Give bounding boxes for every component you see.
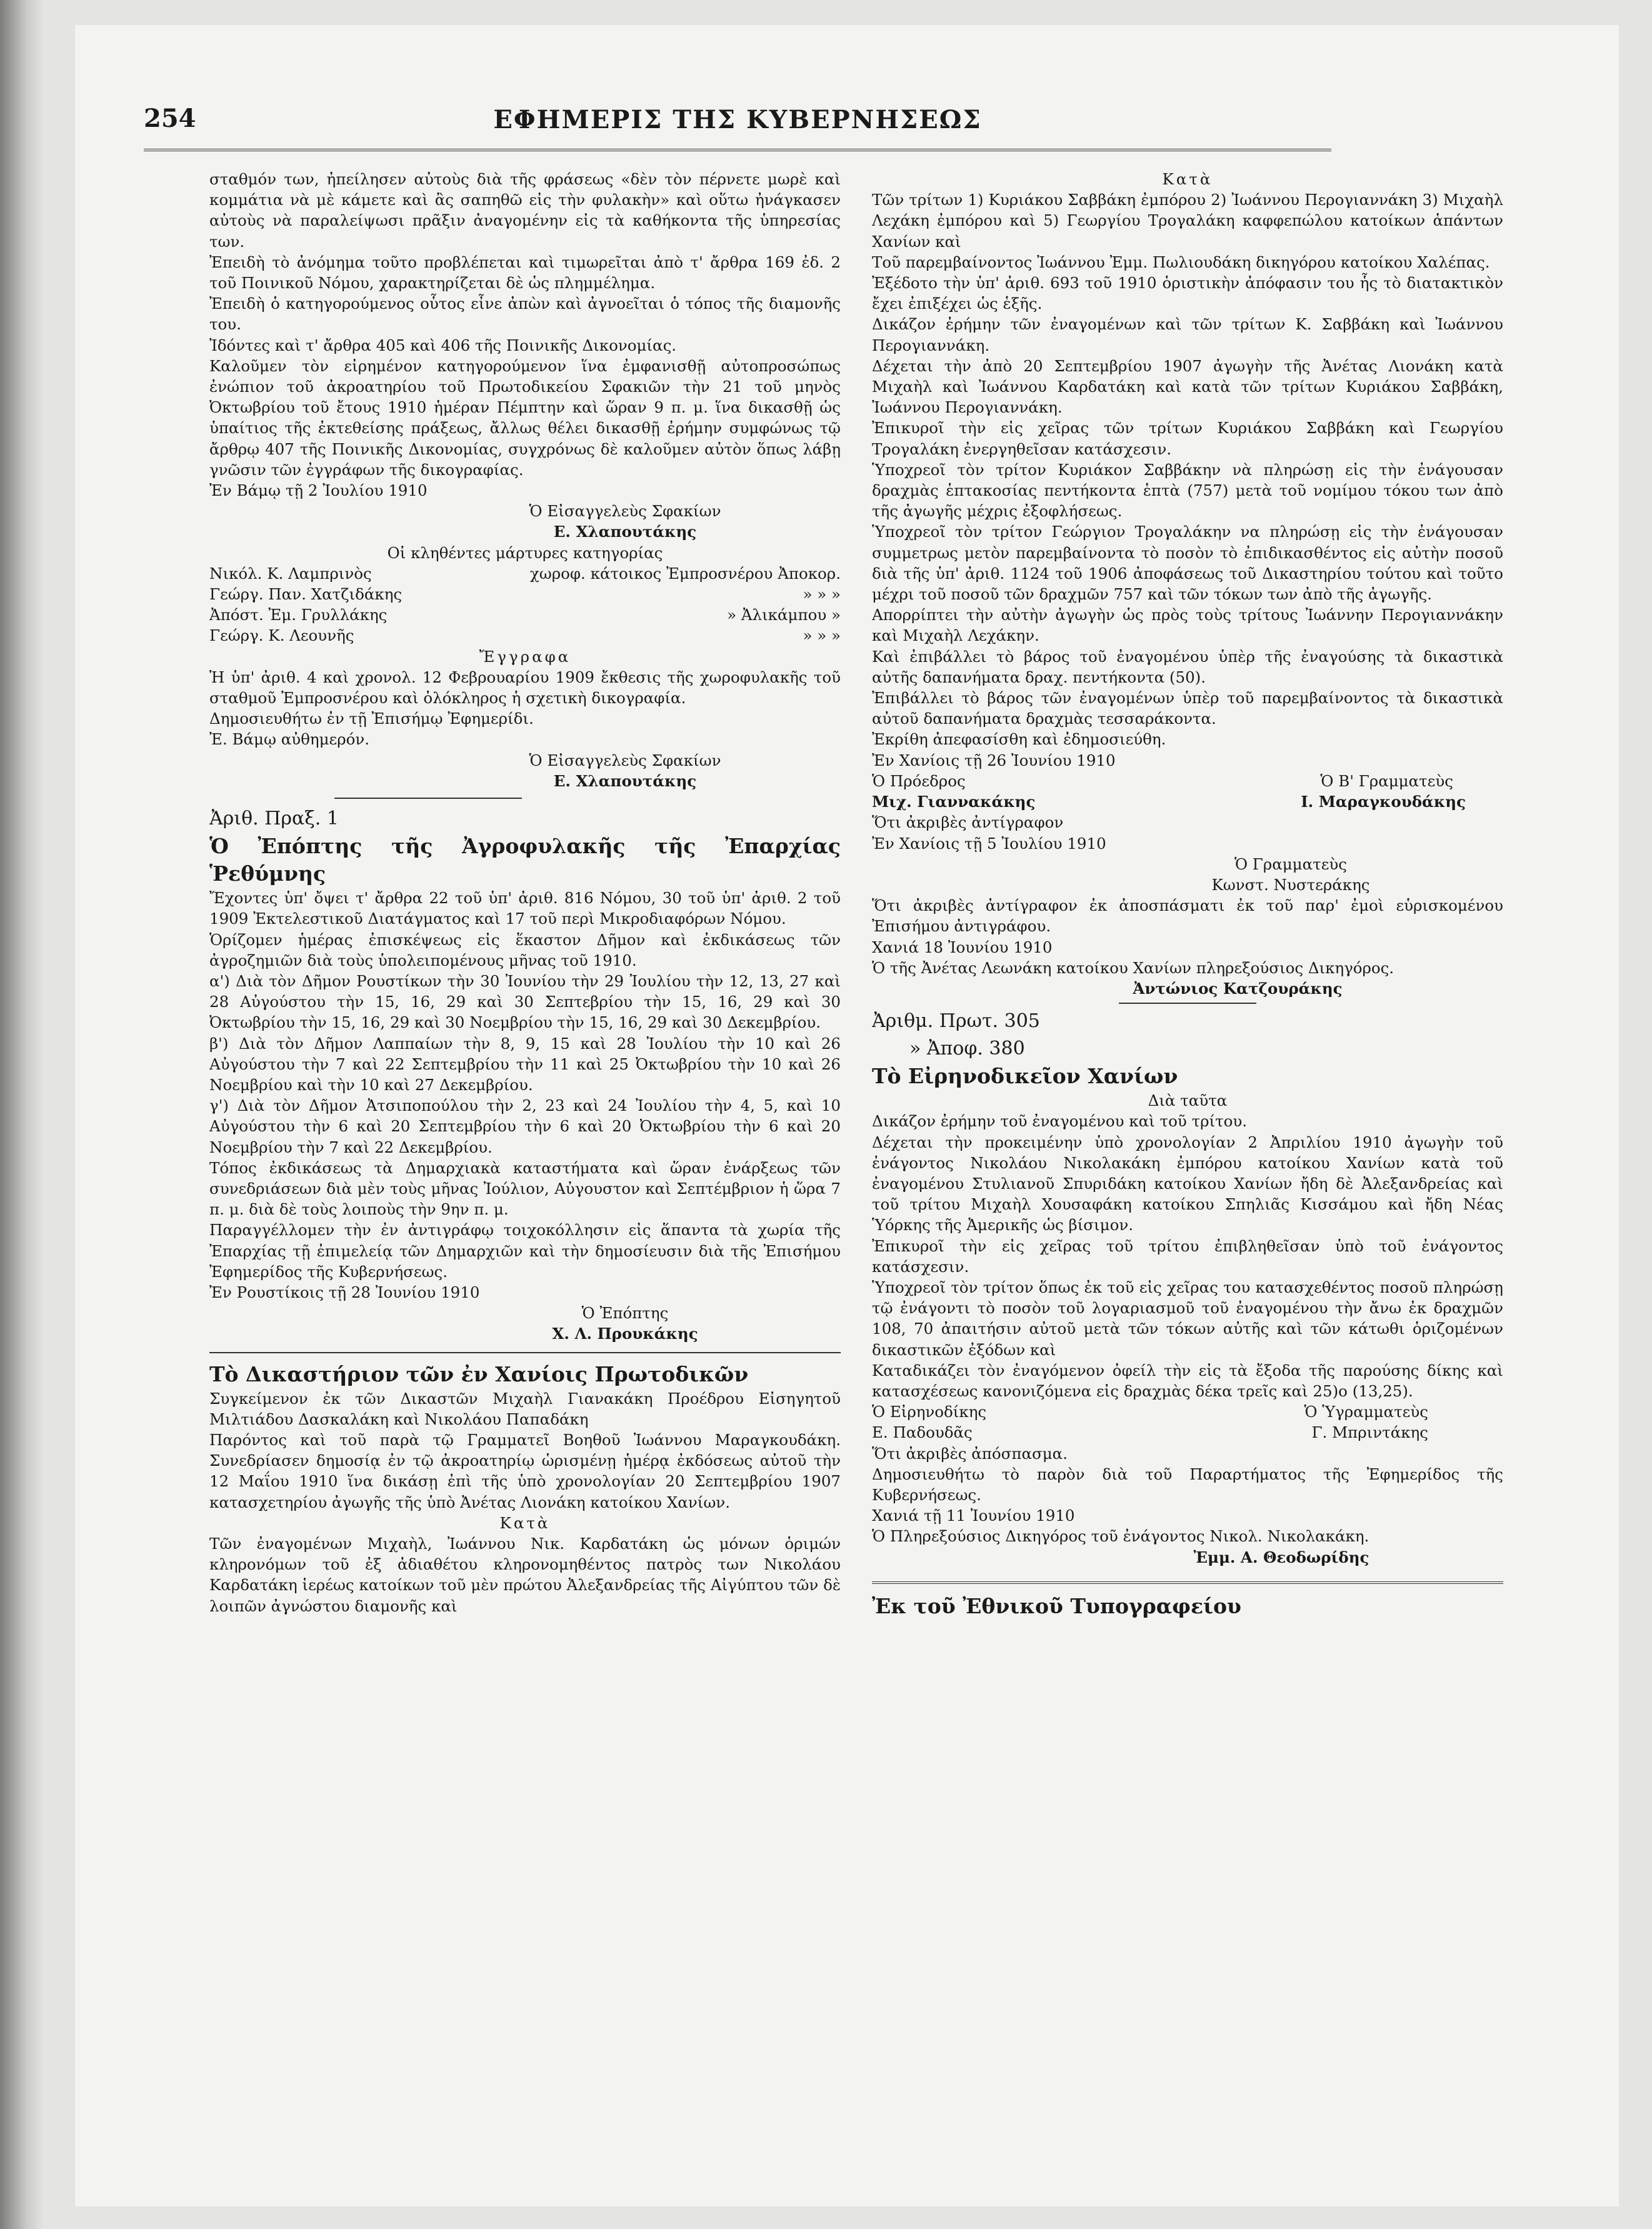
paragraph: Δέχεται τὴν ἀπὸ 20 Σεπτεμβρίου 1907 ἀγωγὴν τῆς Ἀνέτας Λιονάκη κατὰ Μιχαὴλ καὶ Ἰωάννου Καρδατάκη καὶ κατὰ τῶν τρίτων Κυριάκου Σαββάκη, Ἰωάννου Περογιαννάκη. [872,356,1503,417]
signature-pair [872,771,1503,791]
signature-name: Ἐμμ. Α. Θεοδωρίδης [1193,1548,1369,1566]
paragraph: Ὅτι ἀκριβὲς ἀντίγραφον [872,813,1064,832]
signature-name: Ε. Παδουδᾶς [872,1423,973,1442]
paragraph: Ὁ τῆς Ἀνέτας Λεωνάκη κατοίκου Χανίων πληρεξούσιος Δικηγόρος. [872,958,1394,977]
page-number: 254 [144,104,196,133]
paragraph: Ἐπικυροῖ τὴν εἰς χεῖρας τῶν τρίτων Κυριάκου Σαββάκη καὶ Γεωργίου Τρογαλάκη ἐνεργηθεῖσαν κατάσχεσιν. [872,419,1503,458]
signature-name: Χ. Λ. Προυκάκης [552,1325,698,1343]
witness-name: Γεώργ. Κ. Λεουνῆς [209,626,354,645]
paragraph: Τῶν ἐναγομένων Μιχαὴλ, Ἰωάννου Νικ. Καρδατάκη ὡς μόνων ὁριμών κληρονόμων τοῦ ἐξ ἀδιαθέτου κληρονομηθέντος πατρὸς των Νικολάου Καρδατάκη ἱερέως κατοίκων τοῦ μὲν πρώτου Ἀλεξανδρείας τῆς Αἰγύπτου τῶν δὲ λοιπῶν ἀγνώστου διαμονῆς καὶ [209,1534,841,1615]
paragraph: β') Διὰ τὸν Δῆμον Λαππαίων τὴν 8, 9, 15 καὶ 28 Ἰουλίου τὴν 10 καὶ 26 Αὐγούστου τὴν 7 καὶ 22 Σεπτεμβρίου τὴν 11 καὶ 25 Ὀκτωβρίου τὴν 10 καὶ 26 Νοεμβρίου καὶ τὴν 10 καὶ 27 Δεκεμβρίου. [209,1034,841,1094]
signature-role: Ὁ Εἰσαγγελεὺς Σφακίων [529,751,721,769]
paragraph: Συγκείμενον ἐκ τῶν Δικαστῶν Μιχαὴλ Γιανακάκη Προέδρου Εἰσηγητοῦ Μιλτιάδου Δασκαλάκη καὶ Νικολάου Παπαδάκη [209,1389,841,1428]
section-rule [209,1352,841,1353]
signature-name: Γ. Μπριντάκης [1311,1423,1428,1442]
kata-heading: Κατὰ [1162,170,1213,188]
paragraph: Παραγγέλλομεν τὴν ἐν ἀντιγράφῳ τοιχοκόλλησιν εἰς ἅπαντα τὰ χωρία τῆς Ἐπαρχίας τῇ ἐπιμελείᾳ τῶν Δημαρχιῶν καὶ τὴν δημοσίευσιν διὰ τῆς Ἐπισήμου Ἐφημερίδος τῆς Κυβερνήσεως. [209,1221,841,1281]
witness-name: Νικόλ. Κ. Λαμπρινὸς [209,564,372,583]
signature-pair [872,1401,1503,1422]
paragraph: Ἡ ὑπ' ἀριθ. 4 καὶ χρονολ. 12 Φεβρουαρίου 1909 ἔκθεσις τῆς χωροφυλακῆς τοῦ σταθμοῦ Ἐμπροσνέρου καὶ ὁλόκληρος ἡ σχετικὴ δικογραφία. [209,668,841,708]
witness-place: » » » [803,626,841,645]
signature-name: Ἀντώνιος Κατζουράκης [1133,979,1343,998]
header-rule [144,149,1331,151]
paragraph: Καλοῦμεν τὸν εἰρημένον κατηγορούμενον ἵνα ἐμφανισθῇ αὐτοπροσώπως ἐνώπιον τοῦ ἀκροατηρίου τοῦ Πρωτοδικείου Σφακιῶν τὴν 21 τοῦ μηνὸς Ὀκτωβρίου τοῦ ἔτους 1910 ἡμέραν Πέμπτην καὶ ὥραν 9 π. μ. ἵνα δικασθῇ ὡς ὑπαίτιος τῆς ἐκτεθείσης πράξεως, ἄλλως θέλει δικασθῇ ἐρήμην συμφώνως τῷ ἄρθρῳ 407 τῆς Ποινικῆς Δικονομίας, συγχρόνως δὲ καλοῦμεν αὐτὸν ὅπως λάβῃ γνῶσιν τῶν ἐγγράφων τῆς δικογραφίας. [209,356,841,479]
witness-row [209,604,841,625]
paragraph: σταθμόν των, ἠπείλησεν αὐτοὺς διὰ τῆς φράσεως «δὲν τὸν πέρνετε μωρὲ καὶ κομμάτια νὰ μὲ κάμετε καὶ ἂς σαπηθῶ εἰς τὴν φυλακὴν» καὶ οὕτω ἠνάγκασεν αὐτοὺς νὰ παραλείψωσι πρᾶξιν ἀναγομένην εἰς τὰ καθήκοντα τῆς ὑπηρεσίας των. [209,170,841,251]
witness-row [209,625,841,646]
section-heading: Ὁ Ἐπόπτης τῆς Ἀγροφυλακῆς τῆς Ἐπαρχίας Ῥεθύμνης [209,834,841,886]
paragraph: Ὑποχρεοῖ τὸν τρίτον Κυριάκον Σαββάκην νὰ πληρώσῃ εἰς τὴν ἐνάγουσαν δραχμὰς ἑπτακοσίας πεντήκοντα ἑπτὰ (757) μετὰ τοῦ νομίμου τόκου των ἀπὸ τῆς ἀγωγῆς μέχρις ἐξοφλήσεως. [872,460,1503,521]
signature-role: Ὁ Εἰρηνοδίκης [872,1403,987,1421]
signature-name: Μιχ. Γιαννακάκης [872,793,1036,811]
signature-role: Ὁ Γραμματεὺς [1234,854,1348,873]
section-heading: Τὸ Εἰρηνοδικεῖον Χανίων [872,1064,1178,1089]
date-line: Χανιά τῇ 11 Ἰουνίου 1910 [872,1506,1075,1525]
date-line: Ἐ. Βάμῳ αὐθημερόν. [209,730,370,749]
paragraph: Απορρίπτει τὴν αὐτὴν ἀγωγὴν ὡς πρὸς τοὺς τρίτους Ἰωάννην Περογιαννάκην καὶ Μιχαὴλ Λεχάκην. [872,606,1503,645]
documents-heading: Ἔγγραφα [479,647,571,666]
witness-row [209,584,841,604]
paragraph: Καταδικάζει τὸν ἐναγόμενον ὀφείλ τὴν εἰς τὰ ἔξοδα τῆς παρούσης δίκης καὶ κατασχέσεως κανονιζόμενα εἰς δραχμὰς δέκα τρεῖς καὶ 25)ο (13,25). [872,1361,1503,1400]
section-heading: Τὸ Δικαστήριον τῶν ἐν Χανίοις Πρωτοδικῶν [209,1361,749,1386]
signature-role: Ὁ Ὑγραμματεὺς [1304,1403,1428,1421]
signature-pair [872,1422,1503,1443]
paragraph: Ἐπικυροῖ τὴν εἰς χεῖρας τοῦ τρίτου ἐπιβληθεῖσαν ὑπὸ τοῦ ἐνάγοντος κατάσχεσιν. [872,1236,1503,1276]
paragraph: Δημοσιευθήτω τὸ παρὸν διὰ τοῦ Παραρτήματος τῆς Ἐφημερίδος τῆς Κυβερνήσεως. [872,1465,1503,1504]
right-column [872,169,1503,2138]
paragraph: Δικάζον ἐρήμην τῶν ἐναγομένων καὶ τῶν τρίτων Κ. Σαββάκη καὶ Ἰωάννου Περογιαννάκη. [872,315,1503,354]
witness-place: » Ἀλικάμπου » [727,606,841,624]
paragraph: Τοῦ παρεμβαίνοντος Ἰωάννου Ἐμμ. Πωλιουδάκη δικηγόρου κατοίκου Χαλέπας. [872,253,1490,271]
paragraph: α') Διὰ τὸν Δῆμον Ρουστίκων τὴν 30 Ἰουνίου τὴν 29 Ἰουλίου τὴν 12, 13, 27 καὶ 28 Αὐγούστου τὴν 15, 16, 29 καὶ 30 Σεπτεβρίου τὴν 15, 16, 29 καὶ 30 Ὀκτωβρίου τὴν 15, 16, 29 καὶ 30 Νοεμβρίου τὴν 15, 16, 29 καὶ 30 Δεκεμβρίου. [209,971,841,1032]
signature-name: Ε. Χλαπουτάκης [553,523,697,541]
decision-number: » Ἀποφ. 380 [909,1038,1025,1060]
printer-footer: Ἐκ τοῦ Ἐθνικοῦ Τυπογραφείου [872,1593,1241,1618]
footer-rule [872,1581,1503,1584]
date-line: Ἐν Βάμῳ τῇ 2 Ἰουλίου 1910 [209,481,428,500]
witness-place: χωροφ. κάτοικος Ἐμπροσνέρου Ἀποκορ. [529,564,841,583]
section-rule [334,798,522,799]
protocol-number: Ἀριθμ. Πρωτ. 305 [872,1010,1040,1033]
signature-pair [872,791,1503,812]
witness-name: Γεώργ. Παν. Χατζιδάκης [209,585,403,604]
paragraph: Καὶ ἐπιβάλλει τὸ βάρος τοῦ ἐναγομένου ὑπὲρ τῆς ἐναγούσης τὰ δικαστικὰ αὐτῆς δαπανήματα δραχ. πεντήκοντα (50). [872,647,1503,686]
paragraph: Ἔχοντες ὑπ' ὄψει τ' ἄρθρα 22 τοῦ ὑπ' ἀριθ. 816 Νόμου, 30 τοῦ ὑπ' ἀριθ. 2 τοῦ 1909 Ἐκτελεστικοῦ Διατάγματος καὶ 17 τοῦ περὶ Μικροδιαφόρων Νόμου. [209,889,841,928]
paragraph: Ἐπιβάλλει τὸ βάρος τῶν ἐναγομένων ὑπὲρ τοῦ παρεμβαίνοντος τὰ δικαστικὰ αὐτοῦ δαπανήματα δραχμὰς τεσσαράκοντα. [872,689,1503,728]
paragraph: Δέχεται τὴν προκειμένην ὑπὸ χρονολογίαν 2 Ἀπριλίου 1910 ἀγωγὴν τοῦ ἐνάγοντος Νικολάου Νικολακάκη ἐμπόρου κατοίκου Χανίων κατὰ τοῦ ἐναγομένου Στυλιανοῦ Σπυριδάκη κατοίκου Χανίων ἤδη δὲ Ἀλεξανδρείας καὶ τοῦ τρίτου Μιχαὴλ Χουσαφάκη κατοίκου Σπηλιᾶς Κισσάμου καὶ ἤδη Νέας Ὑόρκης τῆς Ἀμερικῆς ὡς βίσιμον. [872,1133,1503,1235]
paragraph: Ὁ Πληρεξούσιος Δικηγόρος τοῦ ἐνάγοντος Νικολ. Νικολακάκη. [872,1527,1369,1546]
paragraph: Τῶν τρίτων 1) Κυριάκου Σαββάκη ἐμπόρου 2) Ἰωάννου Περογιαννάκη 3) Μιχαὴλ Λεχάκη ἐμπόρου καὶ 5) Γεωργίου Τρογαλάκη καφφεπώλου κατοίκων ἁπάντων Χανίων καὶ [872,191,1503,251]
paragraph: Τόπος ἐκδικάσεως τὰ Δημαρχιακὰ καταστήματα καὶ ὥραν ἐνάρξεως τῶν συνεδριάσεων διὰ μὲν τοὺς μῆνας Ἰούλιον, Αὐγουστον καὶ Σεπτέμβριον ἡ ὥρα 7 π. μ. διὰ δὲ τοὺς λοιποὺς τὴν 9ην π. μ. [209,1158,841,1219]
paragraph: Ὅτι ἀκριβὲς ἀπόσπασμα. [872,1444,1068,1463]
paragraph: Ἐκρίθη ἀπεφασίσθη καὶ ἐδημοσιεύθη. [872,730,1166,749]
page-header [144,94,1331,144]
paragraph: Ὑποχρεοῖ τὸν τρίτον Γεώργιον Τρογαλάκην να πληρώσῃ εἰς τὴν ἐνάγουσαν συμμετρως μετὸν παρεμβαίνοντα τὸ ποσὸν τὸ ἐπιδικασθέντος εἰς αὐτὴν ποσοῦ διὰ τῆς ὑπ' ἀριθ. 1124 τοῦ 1906 ἀποφάσεως τοῦ Δικαστηρίου τούτου καὶ τοῦτο μέχρι τοῦ ποσοῦ τῶν δραχμῶν 757 καὶ τῶν τόκων των ἀπὸ τῆς ἀγωγῆς. [872,523,1503,604]
page-title: ΕΦΗΜΕΡΙΣ ΤΗΣ ΚΥΒΕΡΝΗΣΕΩΣ [493,105,982,134]
act-number: Ἀριθ. Πραξ. 1 [209,808,339,830]
scan-edge-shadow [0,0,44,2229]
paragraph: Παρόντος καὶ τοῦ παρὰ τῷ Γραμματεῖ Βοηθοῦ Ἰωάννου Μαραγκουδάκη. Συνεδρίασεν δημοσίᾳ ἐν τῷ ἀκροατηρίῳ ὡρισμένῃ ἡμέρᾳ ἐκδόσεως αὐτοῦ τὴν 12 Μαΐου 1910 ἵνα δικάσῃ ἐπὶ τῆς ὑπὸ χρονολογίαν 20 Σεπτεμβρίου 1907 κατασχετηρίου ἀγωγῆς τῆς ὑπὸ Ἀνέτας Λιονάκη κατοίκου Χανίων. [209,1430,841,1511]
paragraph: Ἐπειδὴ τὸ ἀνόμημα τοῦτο προβλέπεται καὶ τιμωρεῖται ἀπὸ τ' ἄρθρα 169 ἐδ. 2 τοῦ Ποινικοῦ Νόμου, χαρακτηρίζεται δὲ ὡς πλημμέλημα. [209,253,841,293]
paragraph: Ὁρίζομεν ἡμέρας ἐπισκέψεως εἰς ἕκαστον Δῆμον καὶ ἐκδικάσεως τῶν ἀγροζημιῶν διὰ τοὺς ὑπολειπομένους μῆνας τοῦ 1910. [209,930,841,969]
date-line: Ἐν Ρουστίκοις τῇ 28 Ἰουνίου 1910 [209,1283,480,1301]
signature-role: Ὁ Πρόεδρος [872,771,966,790]
paragraph: Ἐξέδοτο τὴν ὑπ' ἀριθ. 693 τοῦ 1910 ὁριστικὴν ἀπόφασιν του ἧς τὸ διατακτικὸν ἔχει ἐπιξέχει ὡς ἑξῆς. [872,274,1503,313]
paragraph: Ὅτι ἀκριβὲς ἀντίγραφον ἐκ ἀποσπάσματι ἐκ τοῦ παρ' ἐμοὶ εὑρισκομένου Ἐπισήμου ἀντιγράφου. [872,896,1503,936]
paragraph: γ') Διὰ τὸν Δῆμον Ἀτσιποπούλου τὴν 2, 23 καὶ 24 Ἰουλίου τὴν 4, 5, καὶ 10 Αὐγούστου τὴν 6 καὶ 20 Σεπτεμβρίου τὴν 6 καὶ 20 Ὀκτωβρίου τὴν 6 καὶ 20 Νοεμβρίου τὴν 7 καὶ 22 Δεκεμβρίου. [209,1096,841,1156]
left-column [209,169,841,2138]
date-line: Ἐν Χανίοις τῇ 26 Ἰουνίου 1910 [872,751,1116,769]
witness-row [209,563,841,584]
witness-name: Ἀπόστ. Ἐμ. Γρυλλάκης [209,606,388,624]
signature-name: Ε. Χλαπουτάκης [553,771,697,790]
paragraph: Ἐπειδὴ ὁ κατηγορούμενος οὗτος εἶνε ἀπὼν καὶ ἀγνοεῖται ὁ τόπος τῆς διαμονῆς του. [209,294,841,334]
paragraph: Δικάζον ἐρήμην τοῦ ἐναγομένου καὶ τοῦ τρίτου. [872,1112,1248,1131]
kata-heading: Κατὰ [499,1513,551,1532]
dia-tauta-heading: Διὰ ταῦτα [1148,1091,1228,1110]
signature-role: Ὁ Ἐπόπτης [581,1304,669,1323]
date-line: Ἐν Χανίοις τῇ 5 Ἰουλίου 1910 [872,834,1106,853]
paragraph: Ἰδόντες καὶ τ' ἄρθρα 405 καὶ 406 τῆς Ποινικῆς Δικονομίας. [209,336,677,354]
signature-role: Ὁ Β' Γραμματεὺς [1320,771,1453,790]
paragraph: Ὑποχρεοῖ τὸν τρίτον ὅπως ἐκ τοῦ εἰς χεῖρας του κατασχεθέντος ποσοῦ πληρώσῃ τῷ ἐνάγοντι τὸ ποσὸν τοῦ λογαριασμοῦ τοῦ ἐναγομένου τὴν ἄνω ἐκ δραχμῶν 108, 70 ἀπαιτήσιν αὐτοῦ μετὰ τῶν τόκων αὐτῆς καὶ τῶν κάτωθι ὁριζομένων δικαστικῶν ἐξόδων καὶ [872,1278,1503,1359]
signature-role: Ὁ Εἰσαγγελεὺς Σφακίων [529,502,721,521]
section-rule [1119,1003,1256,1004]
witness-heading: Οἱ κληθέντες μάρτυρες κατηγορίας [387,543,663,562]
witness-place: » » » [803,585,841,604]
signature-name: Ι. Μαραγκουδάκης [1301,793,1466,811]
paragraph: Δημοσιευθήτω ἐν τῇ Ἐπισήμῳ Ἐφημερίδι. [209,709,534,728]
signature-name: Κωνστ. Νυστεράκης [1211,875,1370,894]
date-line: Χανιά 18 Ἰουνίου 1910 [872,938,1053,956]
